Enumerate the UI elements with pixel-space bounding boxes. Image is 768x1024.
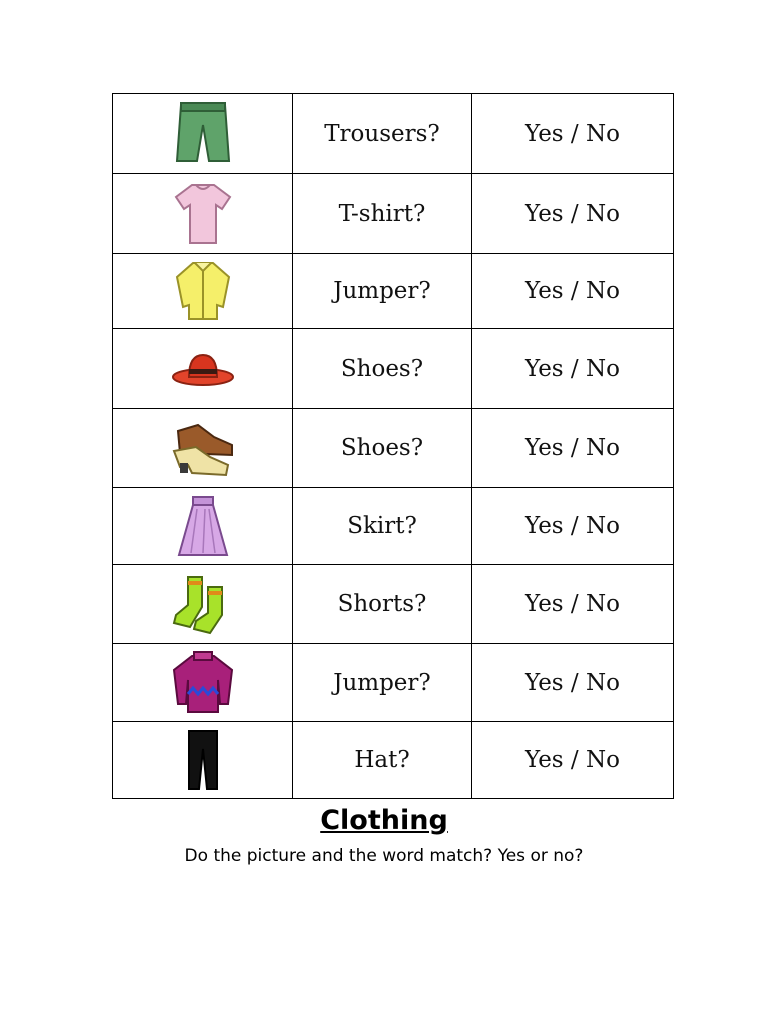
- picture-cell: [113, 329, 293, 409]
- shorts-icon: [173, 99, 233, 169]
- skirt-icon: [175, 493, 231, 559]
- table-row: [113, 254, 674, 329]
- instructions-text: Do the picture and the word match? Yes or no?: [184, 846, 584, 866]
- table-row: [113, 409, 674, 488]
- picture-cell: [113, 644, 293, 722]
- answer-cell: Yes / No: [472, 565, 674, 644]
- tshirt-icon: [174, 181, 232, 247]
- answer-cell: Yes / No: [472, 94, 674, 174]
- jumper-icon: [170, 650, 236, 716]
- answer-cell: Yes / No: [472, 644, 674, 722]
- word-cell: Shorts?: [293, 565, 472, 644]
- trousers-icon: [183, 727, 223, 793]
- word-cell: Jumper?: [293, 254, 472, 329]
- picture-cell: [113, 488, 293, 565]
- word-cell: T-shirt?: [293, 174, 472, 254]
- answer-cell: Yes / No: [472, 722, 674, 799]
- page-title: Clothing: [320, 805, 448, 836]
- answer-cell: Yes / No: [472, 488, 674, 565]
- table-row: [113, 644, 674, 722]
- picture-cell: [113, 94, 293, 174]
- matching-table: [112, 93, 674, 799]
- table-row: [113, 565, 674, 644]
- word-cell: Skirt?: [293, 488, 472, 565]
- picture-cell: [113, 409, 293, 488]
- picture-cell: [113, 174, 293, 254]
- answer-cell: Yes / No: [472, 409, 674, 488]
- table-row: [113, 94, 674, 174]
- word-cell: Shoes?: [293, 329, 472, 409]
- table-row: [113, 329, 674, 409]
- hat-icon: [171, 349, 235, 389]
- socks-icon: [170, 573, 236, 635]
- picture-cell: [113, 254, 293, 329]
- worksheet: [112, 93, 674, 799]
- word-cell: Jumper?: [293, 644, 472, 722]
- table-row: [113, 174, 674, 254]
- table-row: [113, 488, 674, 565]
- word-cell: Hat?: [293, 722, 472, 799]
- picture-cell: [113, 722, 293, 799]
- table-row: [113, 722, 674, 799]
- shoes-icon: [170, 417, 236, 479]
- word-cell: Trousers?: [293, 94, 472, 174]
- picture-cell: [113, 565, 293, 644]
- answer-cell: Yes / No: [472, 174, 674, 254]
- answer-cell: Yes / No: [472, 254, 674, 329]
- answer-cell: Yes / No: [472, 329, 674, 409]
- shirt-icon: [173, 259, 233, 323]
- word-cell: Shoes?: [293, 409, 472, 488]
